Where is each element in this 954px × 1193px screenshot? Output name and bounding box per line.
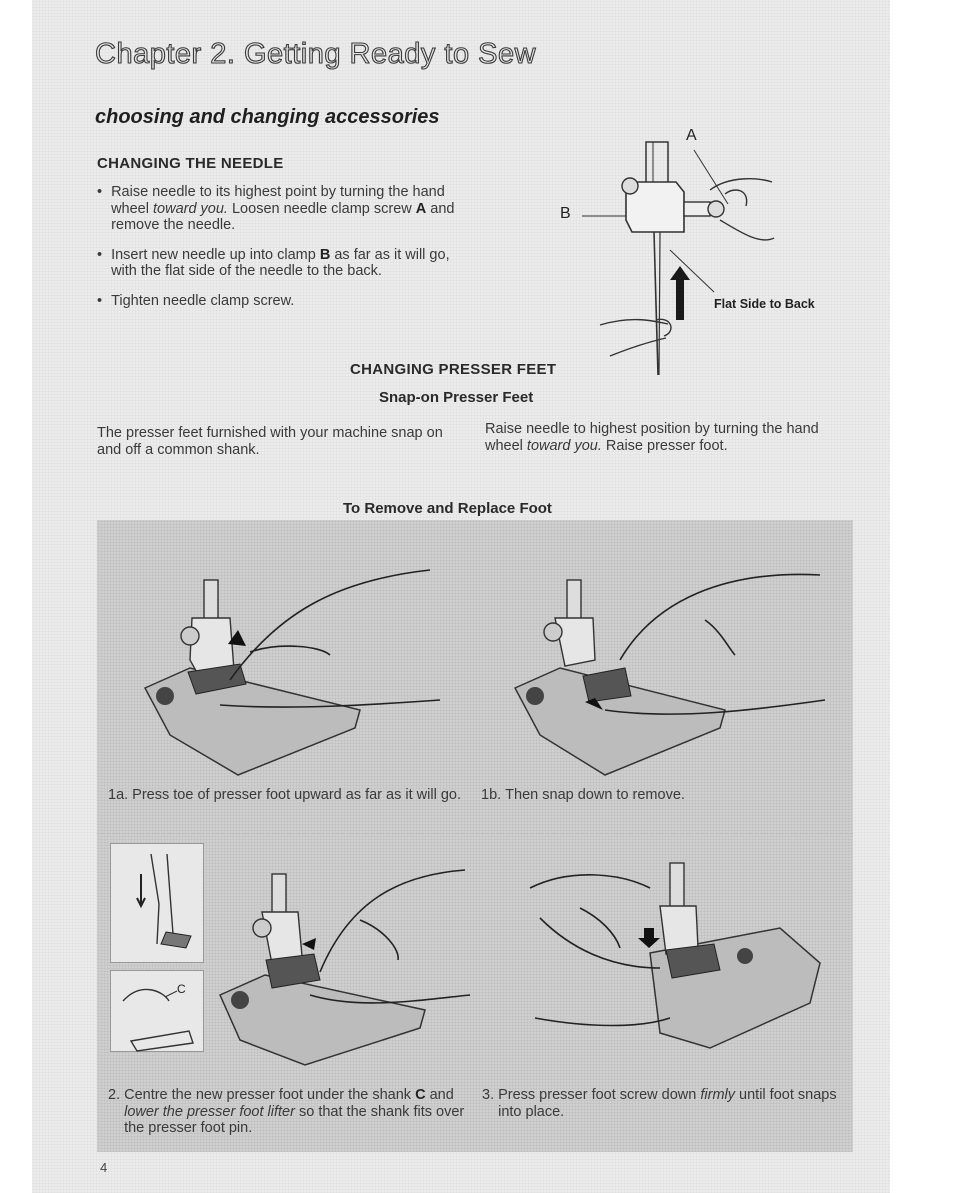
- page-number: 4: [100, 1160, 108, 1175]
- needle-step-2: [97, 247, 467, 280]
- clamp-screw-head: [708, 201, 724, 217]
- caption-number: 1a.: [108, 787, 129, 803]
- fingers-left: [600, 319, 671, 356]
- label-c-ref: C: [415, 1087, 426, 1103]
- presser-subheading: Snap-on Presser Feet: [379, 389, 534, 406]
- caption-text: Then snap down to remove.: [505, 787, 685, 803]
- shank: [670, 863, 684, 908]
- needle-step-3-text: Tighten needle clamp screw.: [111, 292, 295, 309]
- text-run: Raise presser foot.: [601, 437, 728, 454]
- panel-divider: [97, 833, 853, 834]
- hand: [530, 875, 670, 1026]
- text-run: until foot snaps into place.: [498, 1087, 837, 1120]
- clamp-knob: [622, 178, 638, 194]
- presser-foot: [266, 954, 320, 988]
- leader-a: [694, 150, 728, 204]
- inset-shank-c: [110, 970, 204, 1052]
- illustration-3: [520, 858, 840, 1073]
- shank-outline: [123, 989, 193, 1051]
- needle-step-1-text: [111, 184, 467, 234]
- illustration-2: [210, 860, 480, 1070]
- remove-replace-heading: To Remove and Replace Foot: [343, 500, 552, 517]
- diagram-flat-side-label: Flat Side to Back: [714, 297, 815, 311]
- caption-1a: [108, 787, 478, 804]
- needle-plate: [145, 668, 360, 775]
- needle-flat-side: [659, 232, 660, 375]
- text-run: Raise needle to its highest point by turning the hand wheel: [111, 184, 445, 217]
- text-run: Press presser foot screw down: [498, 1087, 701, 1103]
- label-a-ref: A: [415, 200, 427, 217]
- diagram-label-b: B: [560, 205, 571, 222]
- text-run-italic: toward you.: [526, 437, 602, 454]
- arrow-up-icon: [670, 266, 690, 320]
- needle-step-3: [97, 293, 467, 310]
- shank: [567, 580, 581, 620]
- presser-heading: CHANGING PRESSER FEET: [350, 361, 557, 378]
- arrow-down-icon: [137, 874, 145, 906]
- lifter-shank: [151, 854, 173, 944]
- presser-foot: [583, 668, 631, 702]
- text-run: Centre the new presser foot under the shank: [124, 1087, 416, 1103]
- hand: [310, 870, 470, 1003]
- inset-lowering-lifter: [110, 843, 204, 963]
- shank: [204, 580, 218, 620]
- text-run-italic: firmly: [700, 1087, 736, 1103]
- bullet-dot: •: [97, 184, 103, 200]
- arrow-down-icon: [638, 928, 660, 948]
- text-run: as far as it will go, with the flat side of the needle to the back.: [111, 246, 450, 279]
- caption-text: [498, 1087, 846, 1120]
- illustration-1a: [130, 560, 450, 785]
- caption-text: [124, 1087, 480, 1137]
- needle-step-2-text: [111, 247, 467, 280]
- inset-label-c: C: [177, 982, 186, 996]
- presser-shank: [555, 618, 595, 666]
- text-run: and remove the needle.: [111, 200, 455, 233]
- bullet-dot: •: [97, 246, 103, 263]
- shank-screw: [253, 919, 271, 937]
- caption-text: Press toe of presser foot upward as far as it will go.: [132, 787, 461, 803]
- clamp-screw-a: [684, 202, 710, 216]
- text-run: and: [425, 1087, 454, 1103]
- caption-2: [108, 1087, 480, 1137]
- needle-step-1: [97, 184, 467, 234]
- text-run-italic: toward you.: [153, 200, 228, 217]
- chapter-title: Chapter 2. Getting Ready to Sew: [95, 38, 537, 70]
- text-run-italic: lower the presser foot lifter: [124, 1103, 295, 1120]
- needle-heading: CHANGING THE NEEDLE: [97, 155, 284, 172]
- text-run: Raise needle to highest position by turning the hand wheel: [485, 421, 819, 454]
- caption-number: 3.: [482, 1087, 495, 1103]
- label-b-ref: B: [319, 246, 331, 263]
- shank-screw: [544, 623, 562, 641]
- arrow-left-icon: [302, 938, 316, 950]
- illustration-1b: [505, 560, 835, 785]
- plate-hole: [737, 948, 753, 964]
- diagram-label-a: A: [686, 127, 697, 144]
- plate-hole: [526, 687, 544, 705]
- section-title: choosing and changing accessories: [95, 106, 440, 128]
- presser-left-text: The presser feet furnished with your machine snap on and off a common shank.: [97, 425, 443, 458]
- plate-hole: [156, 687, 174, 705]
- presser-foot: [161, 932, 191, 948]
- needle-plate: [220, 975, 425, 1065]
- bullet-dot: •: [97, 292, 103, 309]
- shank: [272, 874, 286, 914]
- text-run: so that the shank fits over the presser foot pin.: [124, 1103, 465, 1136]
- inset-lifter-drawing: [111, 844, 203, 962]
- text-run: Insert new needle up into clamp: [111, 246, 320, 263]
- presser-right-text: [485, 421, 855, 454]
- caption-number: 2.: [108, 1087, 121, 1103]
- needle: [654, 232, 658, 375]
- needle-clamp-diagram: [560, 120, 860, 390]
- leader-c: [165, 991, 177, 997]
- shank-screw: [181, 627, 199, 645]
- caption-3: [482, 1087, 846, 1120]
- caption-number: 1b.: [481, 787, 502, 803]
- caption-1b: [481, 787, 841, 804]
- text-run: Loosen needle clamp screw: [227, 200, 416, 217]
- inset-shank-drawing: [111, 971, 203, 1051]
- plate-hole: [231, 991, 249, 1009]
- needle-steps: [97, 184, 467, 309]
